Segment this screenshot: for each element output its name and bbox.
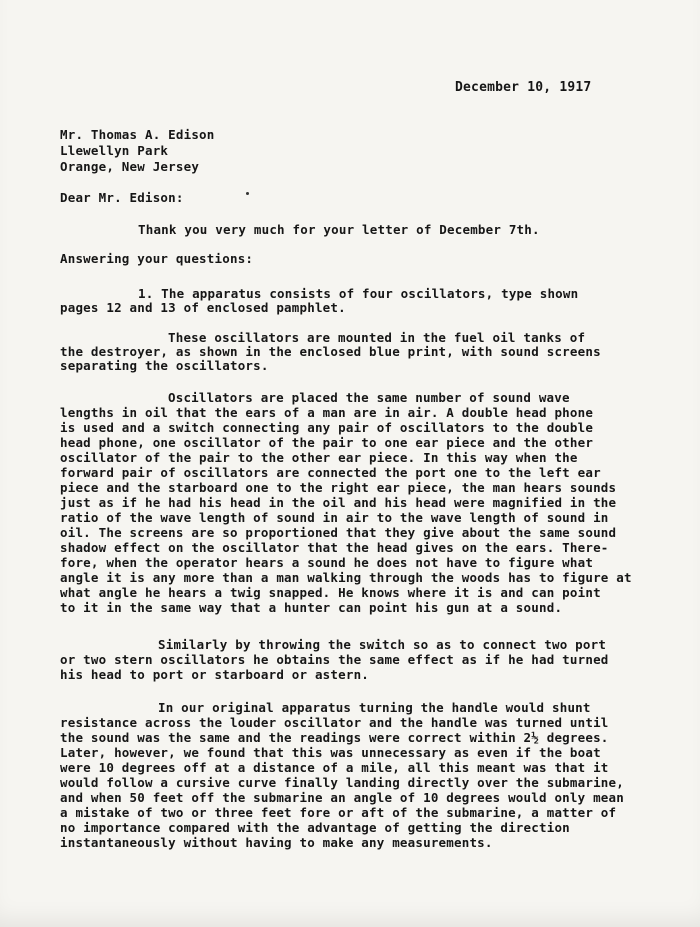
para3-line: is used and a switch connecting any pair of oscillators to the double	[60, 420, 594, 435]
para3-line: to it in the same way that a hunter can point his gun at a sound.	[60, 600, 563, 615]
para3-line: what angle he hears a twig snapped. He knows where it is and can point	[60, 585, 601, 600]
para3-line: Oscillators are placed the same number of sound wave	[168, 390, 570, 405]
para5-line: and when 50 feet off the submarine an angle of 10 degrees would only mean	[60, 790, 624, 805]
para5-line: a mistake of two or three feet fore or aft of the submarine, a matter of	[60, 805, 617, 820]
para3-line: oscillator of the pair to the other ear piece. In this way when the	[60, 450, 578, 465]
para4-line: Similarly by throwing the switch so as to connect two port	[158, 637, 607, 652]
letter-date: December 10, 1917	[455, 80, 592, 95]
para3-line: ratio of the wave length of sound in air to the wave length of sound in	[60, 510, 609, 525]
para2-line: These oscillators are mounted in the fuel oil tanks of	[168, 330, 586, 345]
para3-line: just as if he had his head in the oil and his head were magnified in the	[60, 495, 617, 510]
recipient-street: Llewellyn Park	[60, 143, 169, 158]
para3-line: oil. The screens are so proportioned that they give about the same sound	[60, 525, 617, 540]
para5-line: In our original apparatus turning the handle would shunt	[158, 700, 591, 715]
para5-line: Later, however, we found that this was unnecessary as even if the boat	[60, 745, 601, 760]
para5-line: the sound was the same and the readings were correct within 2½ degrees.	[60, 730, 609, 745]
intro-line: Answering your questions:	[60, 251, 254, 266]
para2-line: the destroyer, as shown in the enclosed blue print, with sound screens	[60, 344, 601, 359]
para3-line: angle it is any more than a man walking through the woods has to figure at	[60, 570, 632, 585]
para1-line: 1. The apparatus consists of four oscillators, type shown	[138, 286, 579, 301]
thanks-line: Thank you very much for your letter of December 7th.	[138, 222, 540, 237]
recipient-city: Orange, New Jersey	[60, 159, 200, 174]
para5-line: would follow a cursive curve finally landing directly over the submarine,	[60, 775, 624, 790]
para5-line: resistance across the louder oscillator and the handle was turned until	[60, 715, 609, 730]
salutation: Dear Mr. Edison:	[60, 190, 184, 205]
recipient-name: Mr. Thomas A. Edison	[60, 127, 215, 142]
para4-line: his head to port or starboard or astern.	[60, 667, 370, 682]
para1-line: pages 12 and 13 of enclosed pamphlet.	[60, 300, 346, 315]
para5-line: were 10 degrees off at a distance of a mile, all this meant was that it	[60, 760, 609, 775]
para3-line: piece and the starboard one to the right ear piece, the man hears sounds	[60, 480, 617, 495]
ink-speck	[246, 192, 249, 195]
para3-line: shadow effect on the oscillator that the head gives on the ears. There-	[60, 540, 609, 555]
para3-line: forward pair of oscillators are connected the port one to the left ear	[60, 465, 601, 480]
para3-line: fore, when the operator hears a sound he does not have to figure what	[60, 555, 594, 570]
para5-line: no importance compared with the advantage of getting the direction	[60, 820, 570, 835]
para3-line: head phone, one oscillator of the pair to one ear piece and the other	[60, 435, 594, 450]
para5-line: instantaneously without having to make any measurements.	[60, 835, 493, 850]
para4-line: or two stern oscillators he obtains the same effect as if he had turned	[60, 652, 609, 667]
para2-line: separating the oscillators.	[60, 358, 269, 373]
para3-line: lengths in oil that the ears of a man are in air. A double head phone	[60, 405, 594, 420]
